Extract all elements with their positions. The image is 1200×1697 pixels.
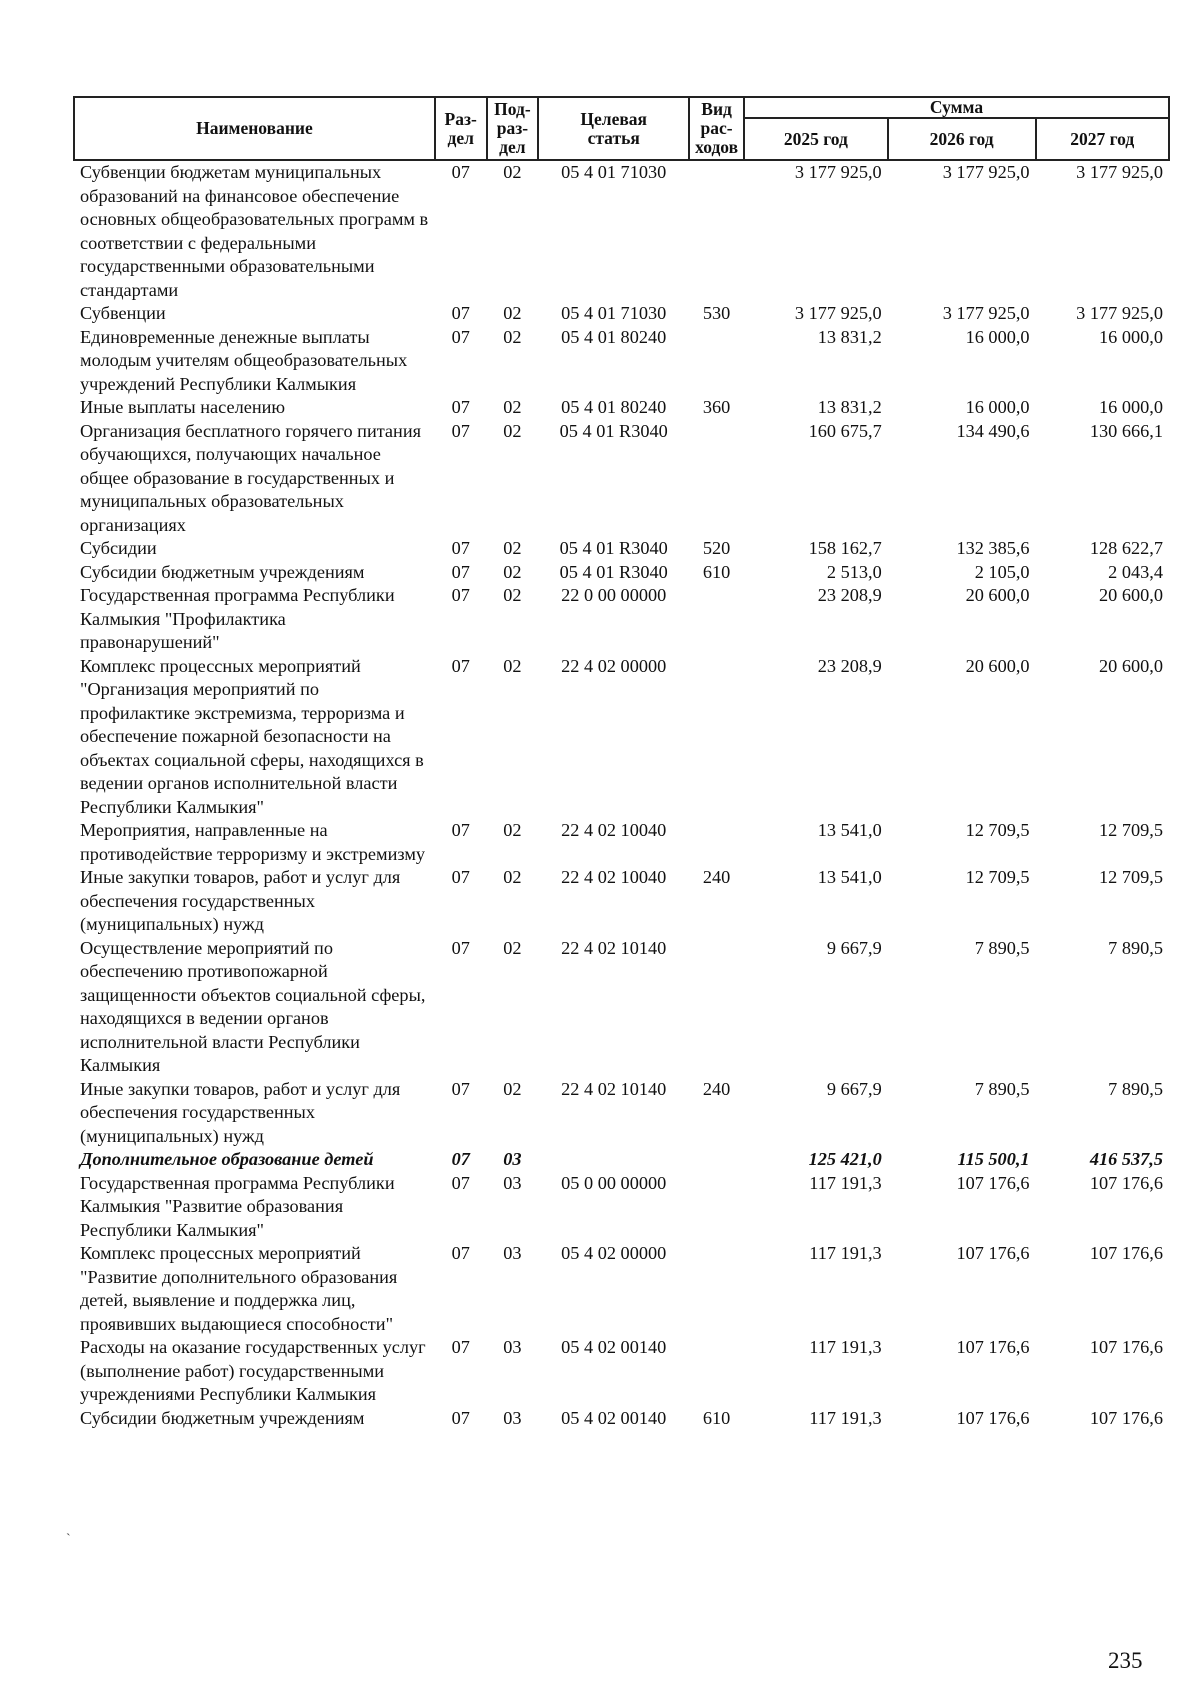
- cell-podrazdel: 02: [503, 420, 522, 441]
- cell-podrazdel: 02: [503, 937, 522, 958]
- cell-target: 05 4 02 00140: [561, 1337, 667, 1357]
- cell-target: 22 4 02 10040: [561, 820, 667, 840]
- cell-name: Дополнительное образование детей: [80, 1149, 374, 1169]
- table-row: [74, 1078, 1169, 1149]
- cell-vid: 240: [702, 867, 731, 887]
- table-row: [74, 1336, 1169, 1407]
- table-row: [74, 1242, 1169, 1336]
- cell-target: 22 4 02 10140: [561, 1078, 667, 1099]
- table-row: [74, 866, 1169, 937]
- header-year-2027: 2027 год: [1036, 118, 1169, 160]
- header-podrazdel-text: Под- раз- дел: [494, 99, 531, 157]
- cell-podrazdel: 03: [503, 1337, 522, 1357]
- header-vid: [689, 97, 744, 160]
- header-target-text: Целевая статья: [580, 108, 648, 148]
- cell-2025: 13 541,0: [817, 867, 882, 887]
- cell-vid: 530: [702, 303, 731, 323]
- table-row: [74, 326, 1169, 397]
- cell-2027: 107 176,6: [1089, 1172, 1163, 1193]
- cell-2025: 13 831,2: [817, 326, 882, 347]
- cell-name: Иные выплаты населению: [80, 397, 286, 417]
- cell-target: 05 4 02 00140: [561, 1407, 667, 1428]
- table-row: [74, 537, 1169, 561]
- cell-name: Единовременные денежные выплаты молодым учителям общеобразовательных учреждений Республики Калмыкия: [80, 326, 408, 394]
- cell-2027: 12 709,5: [1099, 867, 1163, 887]
- cell-2027: 16 000,0: [1099, 397, 1163, 417]
- cell-2025: 23 208,9: [817, 585, 882, 605]
- cell-target: [538, 1148, 689, 1172]
- cell-target: 22 4 02 00000: [561, 655, 667, 676]
- cell-target: 22 4 02 10040: [561, 867, 667, 887]
- header-year-2026: 2026 год: [888, 118, 1036, 160]
- cell-podrazdel: 02: [503, 303, 522, 323]
- header-name: Наименование: [74, 97, 435, 160]
- cell-2027: 20 600,0: [1099, 585, 1163, 605]
- cell-podrazdel: 02: [503, 397, 522, 417]
- cell-2026: 115 500,1: [957, 1149, 1030, 1169]
- cell-2027: 107 176,6: [1089, 1407, 1163, 1428]
- cell-razdel: 07: [451, 1149, 470, 1169]
- cell-podrazdel: 02: [503, 162, 522, 182]
- cell-2026: 134 490,6: [956, 420, 1030, 441]
- cell-vid: [689, 160, 744, 302]
- cell-vid: 610: [702, 1407, 731, 1428]
- cell-vid: [689, 584, 744, 655]
- cell-name: Субвенции бюджетам муниципальных образований на финансовое обеспечение основных общеобразовательных программ в соответствии с федеральными государственными образовательными стандартами: [80, 162, 429, 300]
- cell-2027: 130 666,1: [1089, 420, 1163, 441]
- cell-2025: 117 191,3: [809, 1172, 882, 1193]
- cell-2025: 2 513,0: [826, 561, 882, 582]
- cell-name: Субсидии бюджетным учреждениям: [80, 1407, 365, 1428]
- cell-target: 22 0 00 00000: [561, 585, 667, 605]
- table-row: [74, 1172, 1169, 1243]
- cell-target: 05 4 01 R3040: [559, 561, 668, 582]
- cell-razdel: 07: [451, 655, 470, 676]
- cell-vid: [689, 420, 744, 538]
- cell-name: Иные закупки товаров, работ и услуг для обеспечения государственных (муниципальных) нужд: [80, 867, 401, 934]
- cell-2026: 7 890,5: [974, 1078, 1030, 1099]
- cell-2025: 117 191,3: [809, 1243, 882, 1263]
- cell-name: Организация бесплатного горячего питания обучающихся, получающих начальное общее образование в государственных и муниципальных образовательных организациях: [80, 420, 422, 535]
- cell-name: Мероприятия, направленные на противодействие терроризму и экстремизму: [80, 820, 426, 864]
- cell-2025: 23 208,9: [817, 655, 882, 676]
- cell-razdel: 07: [451, 561, 470, 582]
- cell-2025: 3 177 925,0: [794, 303, 882, 323]
- header-vid-text: Вид рас- ходов: [695, 99, 739, 157]
- cell-2026: 7 890,5: [974, 937, 1030, 958]
- cell-2025: 13 541,0: [817, 820, 882, 840]
- cell-2027: 107 176,6: [1089, 1243, 1163, 1263]
- table-row: [74, 819, 1169, 866]
- header-razdel: [435, 97, 487, 160]
- cell-podrazdel: 02: [503, 538, 522, 558]
- table-row: [74, 302, 1169, 326]
- cell-2026: 3 177 925,0: [942, 303, 1030, 323]
- cell-vid: 520: [702, 538, 731, 558]
- table-row: [74, 1407, 1169, 1431]
- header-razdel-text: Раз- дел: [444, 108, 477, 148]
- cell-podrazdel: 02: [503, 561, 522, 582]
- table-row: [74, 160, 1169, 302]
- budget-table: [73, 96, 1170, 1430]
- header-podrazdel: [487, 97, 539, 160]
- table-row: [74, 396, 1169, 420]
- cell-2026: 132 385,6: [956, 538, 1030, 558]
- table-row: [74, 561, 1169, 585]
- cell-target: 05 4 01 71030: [561, 162, 667, 182]
- cell-2026: 20 600,0: [965, 655, 1030, 676]
- table-row: [74, 420, 1169, 538]
- cell-vid: 610: [702, 561, 731, 582]
- cell-2027: 3 177 925,0: [1076, 162, 1163, 182]
- cell-2027: 7 890,5: [1108, 1078, 1163, 1099]
- cell-2027: 128 622,7: [1089, 538, 1163, 558]
- table-body: [74, 160, 1169, 1430]
- cell-2025: 9 667,9: [826, 937, 882, 958]
- cell-target: 05 4 01 R3040: [559, 420, 668, 441]
- cell-vid: 240: [702, 1078, 731, 1099]
- cell-name: Расходы на оказание государственных услуг (выполнение работ) государственными учреждениями Республики Калмыкия: [80, 1337, 426, 1404]
- table-row: [74, 937, 1169, 1078]
- cell-razdel: 07: [451, 326, 470, 347]
- cell-target: 05 0 00 00000: [561, 1172, 667, 1193]
- cell-2026: 3 177 925,0: [942, 162, 1030, 182]
- cell-vid: [689, 1336, 744, 1407]
- cell-2027: 3 177 925,0: [1076, 303, 1163, 323]
- cell-target: 22 4 02 10140: [561, 937, 667, 958]
- cell-vid: [689, 1242, 744, 1336]
- cell-2025: 125 421,0: [808, 1149, 882, 1169]
- cell-podrazdel: 03: [503, 1407, 522, 1428]
- cell-name: Государственная программа Республики Калмыкия "Профилактика правонарушений": [80, 585, 395, 652]
- table-row: [74, 1148, 1169, 1172]
- cell-2027: 107 176,6: [1089, 1337, 1163, 1357]
- cell-podrazdel: 02: [503, 585, 522, 605]
- cell-name: Комплекс процессных мероприятий "Организация мероприятий по профилактике экстремизма, терроризма и обеспечение пожарной безопасности на объектах социальной сферы, находящихся в ведении органов исполнительной власти Республики Калмыкия": [80, 655, 424, 817]
- cell-2025: 158 162,7: [808, 538, 882, 558]
- cell-razdel: 07: [451, 538, 470, 558]
- cell-2026: 16 000,0: [965, 326, 1030, 347]
- table-header: [74, 97, 1169, 160]
- cell-vid: [689, 937, 744, 1078]
- cell-2026: 20 600,0: [965, 585, 1030, 605]
- cell-podrazdel: 02: [503, 867, 522, 887]
- cell-razdel: 07: [451, 585, 470, 605]
- cell-razdel: 07: [451, 820, 470, 840]
- cell-vid: [689, 1148, 744, 1172]
- cell-vid: [689, 655, 744, 820]
- header-summa: Сумма: [744, 97, 1169, 118]
- cell-razdel: 07: [451, 1078, 470, 1099]
- cell-podrazdel: 02: [503, 1078, 522, 1099]
- cell-vid: [689, 326, 744, 397]
- cell-vid: [689, 819, 744, 866]
- cell-target: 05 4 01 80240: [561, 397, 667, 417]
- cell-2026: 2 105,0: [974, 561, 1030, 582]
- cell-2025: 3 177 925,0: [794, 162, 882, 182]
- cell-2026: 107 176,6: [956, 1243, 1030, 1263]
- cell-vid: [689, 1172, 744, 1243]
- cell-name: Иные закупки товаров, работ и услуг для обеспечения государственных (муниципальных) нужд: [80, 1078, 401, 1146]
- cell-2025: 160 675,7: [808, 420, 882, 441]
- cell-name: Субсидии: [80, 538, 157, 558]
- cell-2027: 7 890,5: [1108, 937, 1163, 958]
- cell-2027: 20 600,0: [1099, 655, 1163, 676]
- cell-2027: 416 537,5: [1089, 1149, 1163, 1169]
- cell-name: Государственная программа Республики Калмыкия "Развитие образования Республики Калмыкия": [80, 1172, 395, 1240]
- cell-razdel: 07: [451, 1243, 470, 1263]
- cell-2025: 9 667,9: [826, 1078, 882, 1099]
- cell-2026: 107 176,6: [956, 1172, 1030, 1193]
- cell-razdel: 07: [451, 867, 470, 887]
- cell-vid: 360: [702, 397, 731, 417]
- cell-name: Осуществление мероприятий по обеспечению противопожарной защищенности объектов социальной сферы, находящихся в ведении органов исполнительной власти Республики Калмыкия: [80, 937, 426, 1075]
- cell-razdel: 07: [451, 162, 470, 182]
- cell-razdel: 07: [451, 397, 470, 417]
- cell-2026: 107 176,6: [956, 1337, 1030, 1357]
- cell-podrazdel: 03: [503, 1172, 522, 1193]
- cell-target: 05 4 01 71030: [561, 303, 667, 323]
- cell-2026: 107 176,6: [956, 1407, 1030, 1428]
- cell-razdel: 07: [451, 1407, 470, 1428]
- cell-2026: 12 709,5: [965, 820, 1030, 840]
- cell-2025: 117 191,3: [809, 1337, 882, 1357]
- table-row: [74, 584, 1169, 655]
- cell-podrazdel: 02: [503, 326, 522, 347]
- cell-target: 05 4 01 80240: [561, 326, 667, 347]
- cell-name: Субвенции: [80, 303, 166, 323]
- cell-razdel: 07: [451, 420, 470, 441]
- cell-target: 05 4 02 00000: [561, 1243, 667, 1263]
- cell-podrazdel: 03: [503, 1243, 522, 1263]
- page-number: 235: [1108, 1648, 1143, 1673]
- header-target: [538, 97, 689, 160]
- cell-podrazdel: 02: [503, 820, 522, 840]
- scan-speck: `: [66, 1532, 71, 1547]
- cell-2025: 13 831,2: [817, 397, 882, 417]
- cell-razdel: 07: [451, 1172, 470, 1193]
- header-year-2025: 2025 год: [744, 118, 888, 160]
- cell-target: 05 4 01 R3040: [559, 538, 668, 558]
- cell-2026: 16 000,0: [965, 397, 1030, 417]
- table-row: [74, 655, 1169, 820]
- cell-2025: 117 191,3: [809, 1407, 882, 1428]
- cell-name: Субсидии бюджетным учреждениям: [80, 561, 365, 582]
- cell-2026: 12 709,5: [965, 867, 1030, 887]
- cell-name: Комплекс процессных мероприятий "Развитие дополнительного образования детей, выявление и поддержка лиц, проявивших выдающиеся способности": [80, 1243, 398, 1334]
- cell-podrazdel: 02: [503, 655, 522, 676]
- cell-2027: 16 000,0: [1099, 326, 1163, 347]
- cell-razdel: 07: [451, 937, 470, 958]
- cell-2027: 12 709,5: [1099, 820, 1163, 840]
- cell-razdel: 07: [451, 303, 470, 323]
- cell-razdel: 07: [451, 1337, 470, 1357]
- cell-podrazdel: 03: [503, 1149, 522, 1169]
- cell-2027: 2 043,4: [1108, 561, 1163, 582]
